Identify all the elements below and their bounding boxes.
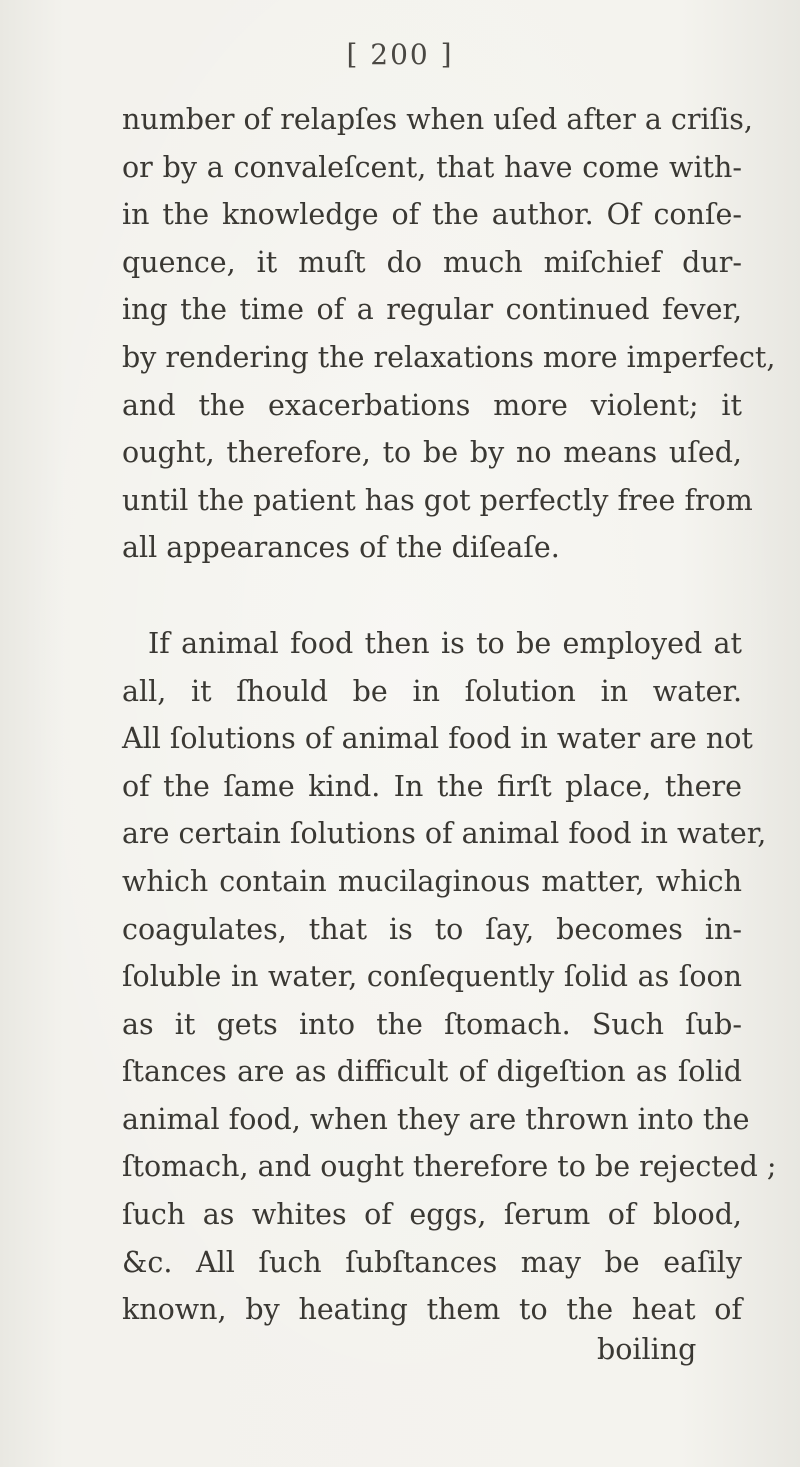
text-line: until the patient has got perfectly free from xyxy=(122,483,753,517)
page-number: [ 200 ] xyxy=(346,38,454,71)
paragraph-1 xyxy=(122,96,776,572)
text-line: all appearances of the diſeaſe. xyxy=(122,531,560,565)
text-line: are certain ſolutions of animal food in water, xyxy=(122,817,767,851)
text-line: All ſolutions of animal food in water are not xyxy=(122,722,753,756)
catchword: boiling xyxy=(597,1333,697,1366)
text-line: quence, it muſt do much miſchief dur- xyxy=(122,245,742,279)
text-line: and the exacerbations more violent; it xyxy=(122,388,742,422)
text-body xyxy=(122,96,777,1334)
text-line: &c. All ſuch ſubſtances may be eaſily xyxy=(122,1245,742,1279)
text-line: known, by heating them to the heat of xyxy=(122,1293,742,1327)
text-line: by rendering the relaxations more imperfect, xyxy=(122,340,776,374)
text-line: ſtomach, and ought therefore to be rejected ; xyxy=(122,1150,777,1184)
text-line: ſuch as whites of eggs, ſerum of blood, xyxy=(122,1198,742,1232)
text-line: number of relapſes when uſed after a criſis, xyxy=(122,103,753,136)
text-line: ſtances are as difficult of digeſtion as ſolid xyxy=(122,1055,742,1089)
text-line: ing the time of a regular continued fever, xyxy=(122,293,742,327)
text-line: which contain mucilaginous matter, which xyxy=(122,864,742,898)
text-line: coagulates, that is to ſay, becomes in- xyxy=(122,912,742,946)
text-line: If animal food then is to be employed at xyxy=(148,626,742,660)
paragraph-2 xyxy=(122,620,777,1334)
text-line: as it gets into the ſtomach. Such ſub- xyxy=(122,1007,742,1041)
text-line: all, it ſhould be in ſolution in water. xyxy=(122,674,742,708)
text-line: or by a convaleſcent, that have come with- xyxy=(122,150,742,184)
text-line: ſoluble in water, conſequently ſolid as ſoon xyxy=(122,960,742,994)
text-line: in the knowledge of the author. Of conſe- xyxy=(122,198,742,232)
text-line: of the ſame kind. In the firſt place, there xyxy=(122,769,742,803)
text-line: animal food, when they are thrown into the xyxy=(122,1102,750,1136)
text-line: ought, therefore, to be by no means uſed, xyxy=(122,436,742,470)
paragraph-gap xyxy=(122,572,742,620)
